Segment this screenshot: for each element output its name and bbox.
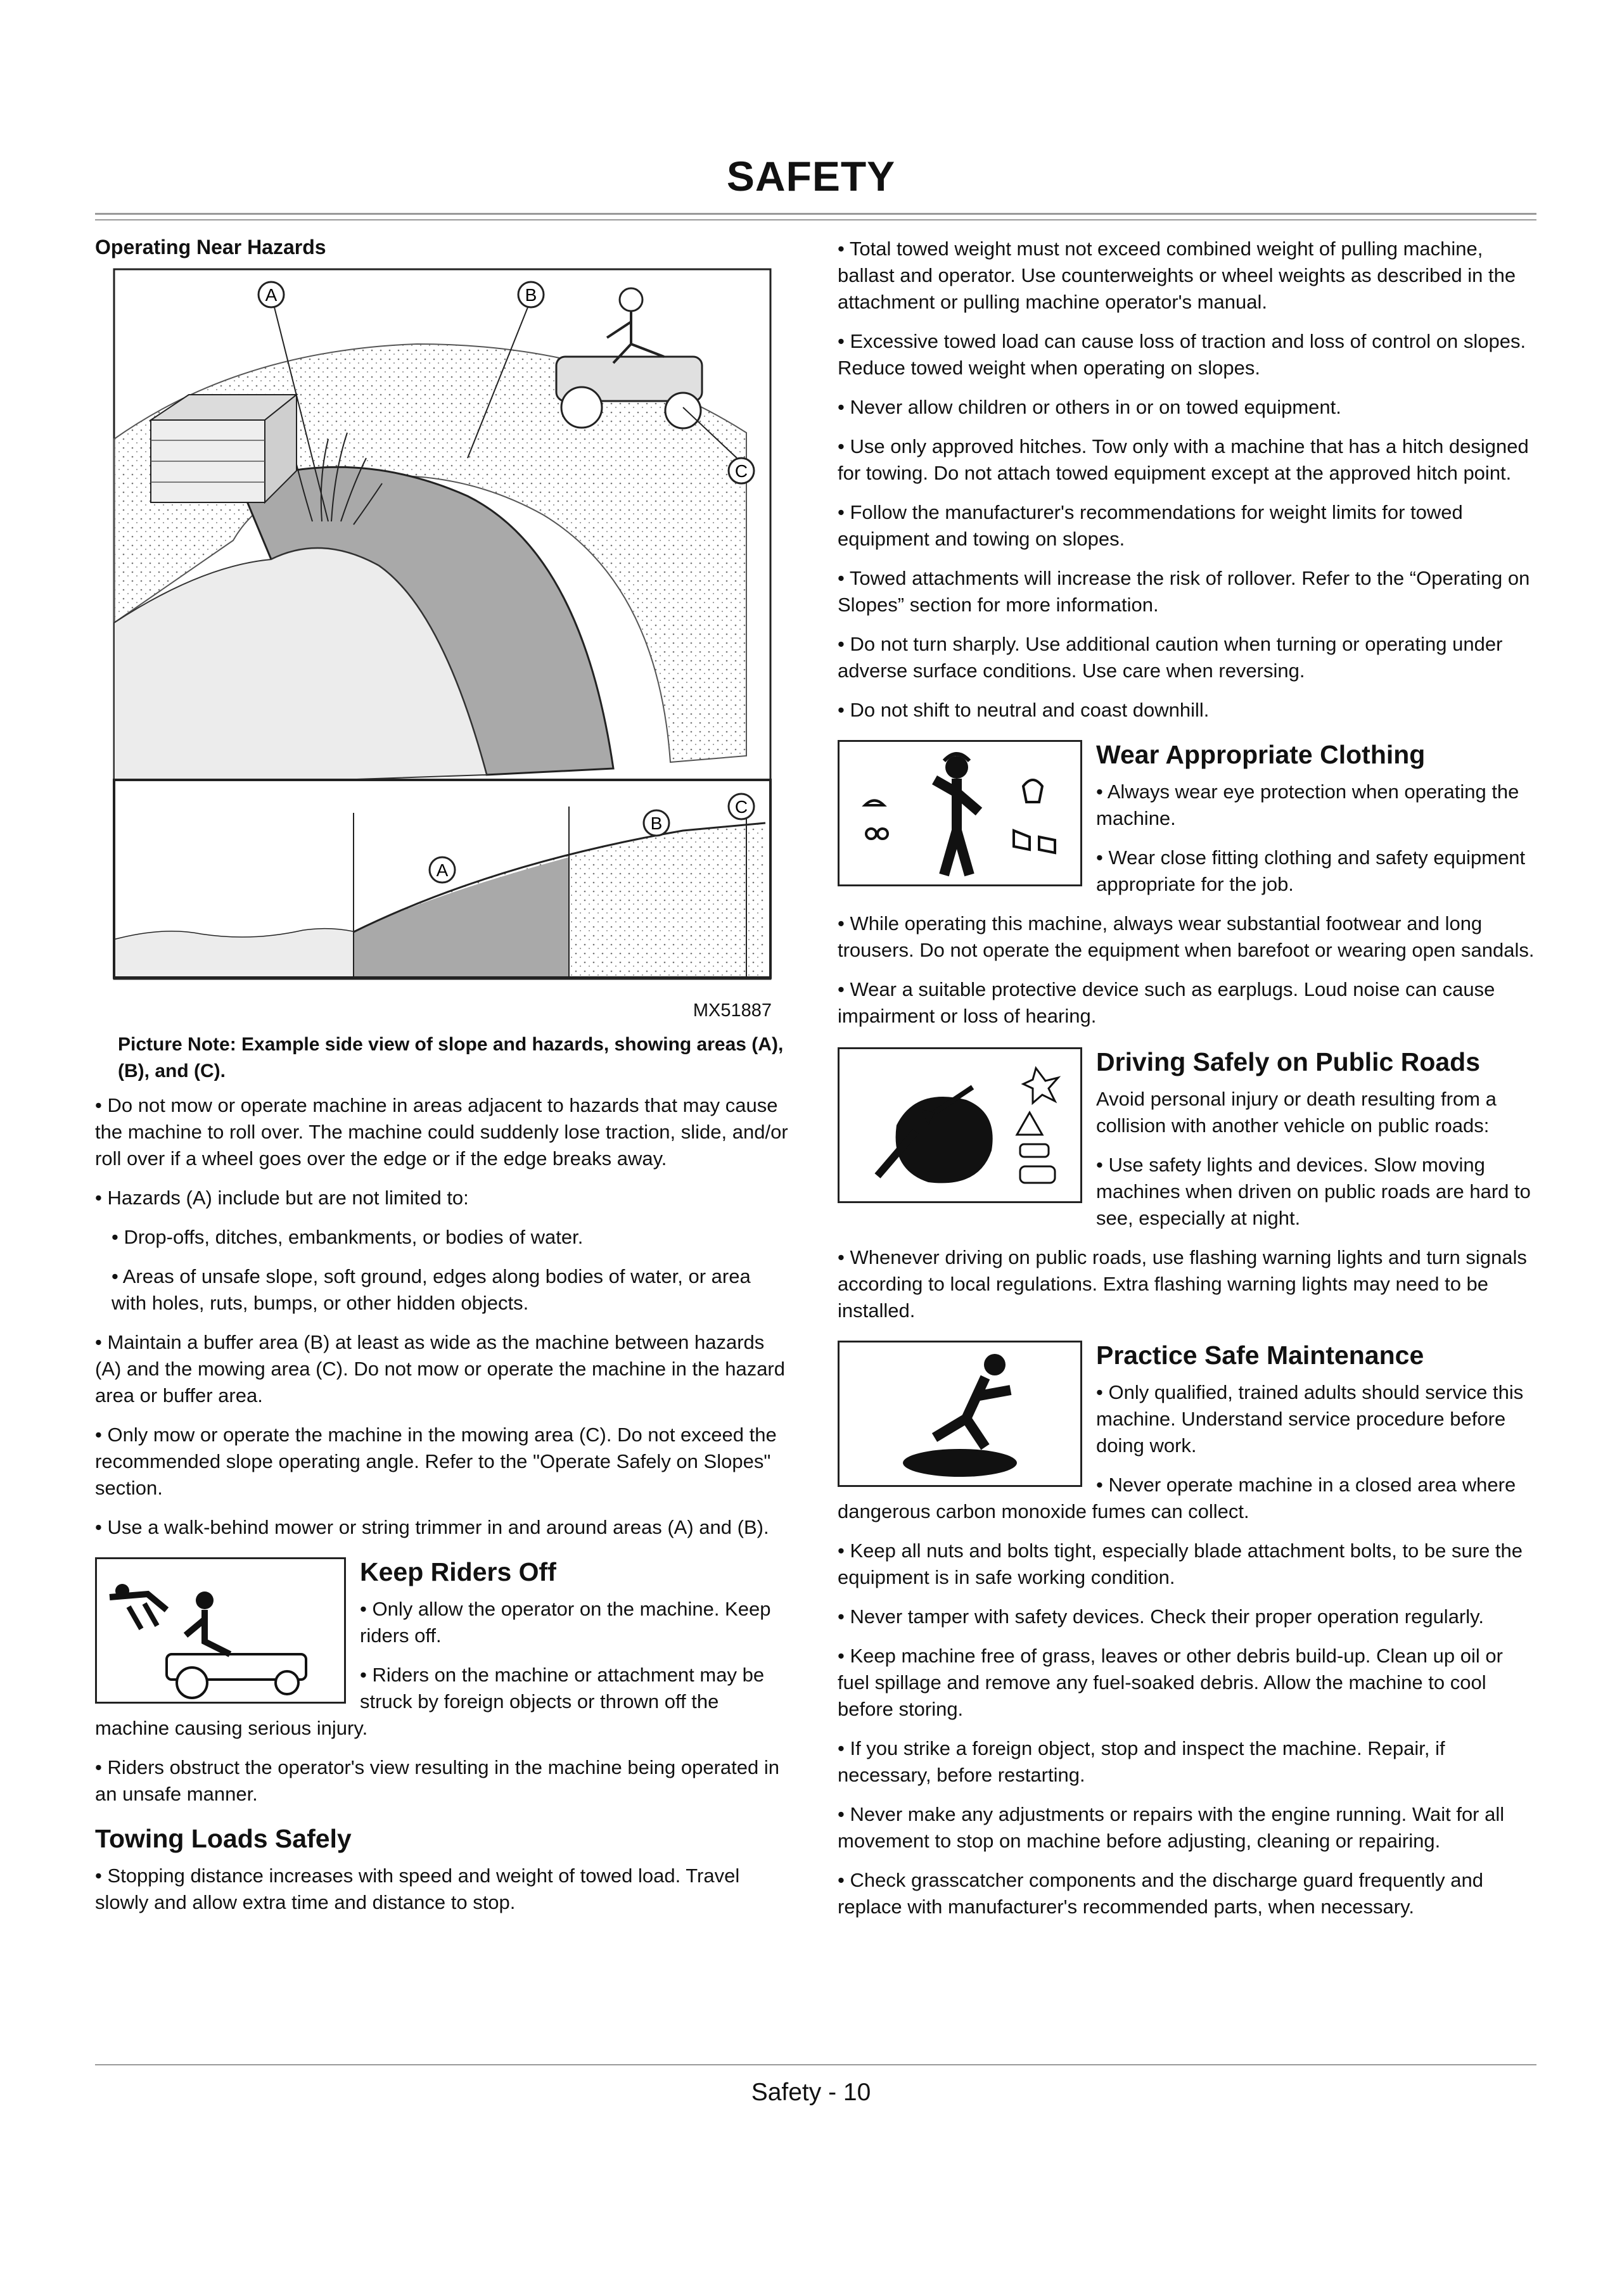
maintenance-section [838, 1341, 1538, 1920]
slope-hazards-figure [113, 268, 772, 1021]
roads-paragraph-1: Avoid personal injury or death resulting from a collision with another vehicle on public roads: [1096, 1088, 1497, 1137]
svg-text:A: A [436, 860, 449, 880]
hazard-paragraph-2: • Hazards (A) include but are not limited to: [95, 1187, 469, 1209]
svg-text:C: C [734, 461, 748, 481]
picture-note: Picture Note: Example side view of slope and hazards, showing areas (A), (B), and (C). [118, 1034, 784, 1081]
public-roads-figure [838, 1047, 1082, 1203]
hazard-paragraph-5: • Use a walk-behind mower or string trimmer in and around areas (A) and (B). [95, 1516, 769, 1538]
maint-paragraph-3: • Keep all nuts and bolts tight, especially blade attachment bolts, to be sure the equipment is in safe working condition. [838, 1540, 1523, 1588]
left-column [95, 236, 789, 1929]
riders-paragraph-2: • Riders on the machine or attachment may be struck by foreign objects or thrown off the machine causing serious injury. [95, 1664, 765, 1739]
page-footer: Safety - 10 [751, 2079, 871, 2106]
riders-paragraph-3: • Riders obstruct the operator's view resulting in the machine being operated in an unsafe manner. [95, 1756, 779, 1805]
maint-paragraph-6: • If you strike a foreign object, stop and inspect the machine. Repair, if necessary, before restarting. [838, 1737, 1445, 1786]
svg-text:C: C [734, 797, 748, 817]
tow-paragraph-7: • Do not turn sharply. Use additional caution when turning or operating under adverse surface conditions. Use care when reversing. [838, 633, 1503, 682]
roads-paragraph-3: • Whenever driving on public roads, use flashing warning lights and turn signals according to local regulations. Extra flashing warning lights may need to be installed. [838, 1246, 1527, 1322]
maint-paragraph-7: • Never make any adjustments or repairs with the engine running. Wait for all movement to stop on machine before adjusting, cleaning or repairing. [838, 1803, 1505, 1852]
svg-text:B: B [650, 813, 663, 833]
side-view [114, 780, 770, 978]
svg-text:A: A [265, 285, 278, 305]
maint-paragraph-1: • Only qualified, trained adults should service this machine. Understand service procedure before doing work. [1096, 1381, 1524, 1457]
tow-paragraph-3: • Never allow children or others in or on towed equipment. [838, 396, 1341, 418]
tow-paragraph-6: • Towed attachments will increase the risk of rollover. Refer to the “Operating on Slopes” section for more information. [838, 567, 1530, 616]
hazard-paragraph-1: • Do not mow or operate machine in areas adjacent to hazards that may cause the machine to roll over. The machine could suddenly lose traction, slide, and/or roll over if a wheel goes over the edge or if the edge breaks away. [95, 1094, 788, 1170]
clothing-paragraph-2: • Wear close fitting clothing and safety equipment appropriate for the job. [1096, 846, 1526, 895]
header-rule-thin [95, 219, 1536, 220]
brick-wall [151, 395, 297, 502]
keep-riders-off-heading: Keep Riders Off [360, 1557, 556, 1586]
figure-code: MX51887 [693, 1000, 772, 1021]
svg-text:B: B [525, 285, 537, 305]
maint-paragraph-8: • Check grasscatcher components and the discharge guard frequently and replace with manufacturer's recommended parts, when necessary. [838, 1869, 1483, 1918]
clothing-section [838, 740, 1538, 1030]
tow-paragraph-5: • Follow the manufacturer's recommendations for weight limits for towed equipment and towing on slopes. [838, 501, 1463, 550]
riders-paragraph-1: • Only allow the operator on the machine. Keep riders off. [360, 1598, 771, 1647]
maint-paragraph-5: • Keep machine free of grass, leaves or other debris build-up. Clean up oil or fuel spillage and remove any fuel-soaked debris. Allow the machine to cool before storing. [838, 1645, 1503, 1720]
tow-paragraph-2: • Excessive towed load can cause loss of traction and loss of control on slopes. Reduce towed weight when operating on slopes. [838, 330, 1526, 379]
clothing-figure [838, 740, 1082, 886]
public-roads-heading: Driving Safely on Public Roads [1096, 1047, 1481, 1076]
clothing-paragraph-3: • While operating this machine, always wear substantial footwear and long trousers. Do not operate the equipment when barefoot or wearing open sandals. [838, 912, 1535, 961]
hazard-sub-item-2: • Areas of unsafe slope, soft ground, edges along bodies of water, or area with holes, ruts, bumps, or other hidden objects. [112, 1265, 751, 1314]
header-rule [95, 213, 1536, 215]
maintenance-figure [838, 1341, 1082, 1487]
slip-fall-icon [840, 1343, 1080, 1485]
page-title: SAFETY [726, 153, 896, 200]
tow-paragraph-1: • Total towed weight must not exceed combined weight of pulling machine, ballast and operator. Use counterweights or wheel weights as described in the attachment or pulling machine operator's manual. [838, 238, 1516, 313]
footer-rule [95, 2064, 1536, 2065]
operating-near-hazards-heading: Operating Near Hazards [95, 236, 326, 258]
roads-paragraph-2: • Use safety lights and devices. Slow moving machines when driven on public roads are hard to see, especially at night. [1096, 1154, 1531, 1229]
maint-paragraph-2: • Never operate machine in a closed area where dangerous carbon monoxide fumes can collect. [838, 1474, 1516, 1522]
tow-paragraph-4: • Use only approved hitches. Tow only with a machine that has a hitch designed for towing. Do not attach towed equipment except at the approved hitch point. [838, 435, 1529, 484]
protective-clothing-icon [840, 742, 1080, 884]
maintenance-heading: Practice Safe Maintenance [1096, 1341, 1424, 1370]
clothing-heading: Wear Appropriate Clothing [1096, 740, 1426, 769]
public-roads-section [838, 1047, 1538, 1324]
keep-riders-off-figure [95, 1557, 346, 1704]
slope-hazards-illustration [113, 268, 772, 997]
clothing-paragraph-1: • Always wear eye protection when operating the machine. [1096, 781, 1519, 829]
collision-warning-icon [840, 1049, 1080, 1201]
hazard-paragraph-4: • Only mow or operate the machine in the mowing area (C). Do not exceed the recommended slope operating angle. Refer to the "Operate Safely on Slopes" section. [95, 1424, 777, 1499]
hazard-sub-item-1: • Drop-offs, ditches, embankments, or bodies of water. [112, 1226, 584, 1248]
hazard-paragraph-3: • Maintain a buffer area (B) at least as wide as the machine between hazards (A) and the mowing area (C). Do not mow or operate the machine in the hazard area or buffer area. [95, 1331, 785, 1406]
towing-loads-heading: Towing Loads Safely [95, 1824, 352, 1853]
keep-riders-off-section [95, 1557, 789, 1808]
clothing-paragraph-4: • Wear a suitable protective device such as earplugs. Loud noise can cause impairment or loss of hearing. [838, 978, 1495, 1027]
towing-paragraph-1: • Stopping distance increases with speed and weight of towed load. Travel slowly and allow extra time and distance to stop. [95, 1865, 740, 1913]
tow-paragraph-8: • Do not shift to neutral and coast downhill. [838, 699, 1210, 721]
maint-paragraph-4: • Never tamper with safety devices. Check their proper operation regularly. [838, 1605, 1484, 1628]
right-column [838, 236, 1538, 1933]
rider-warning-icon [97, 1559, 344, 1702]
